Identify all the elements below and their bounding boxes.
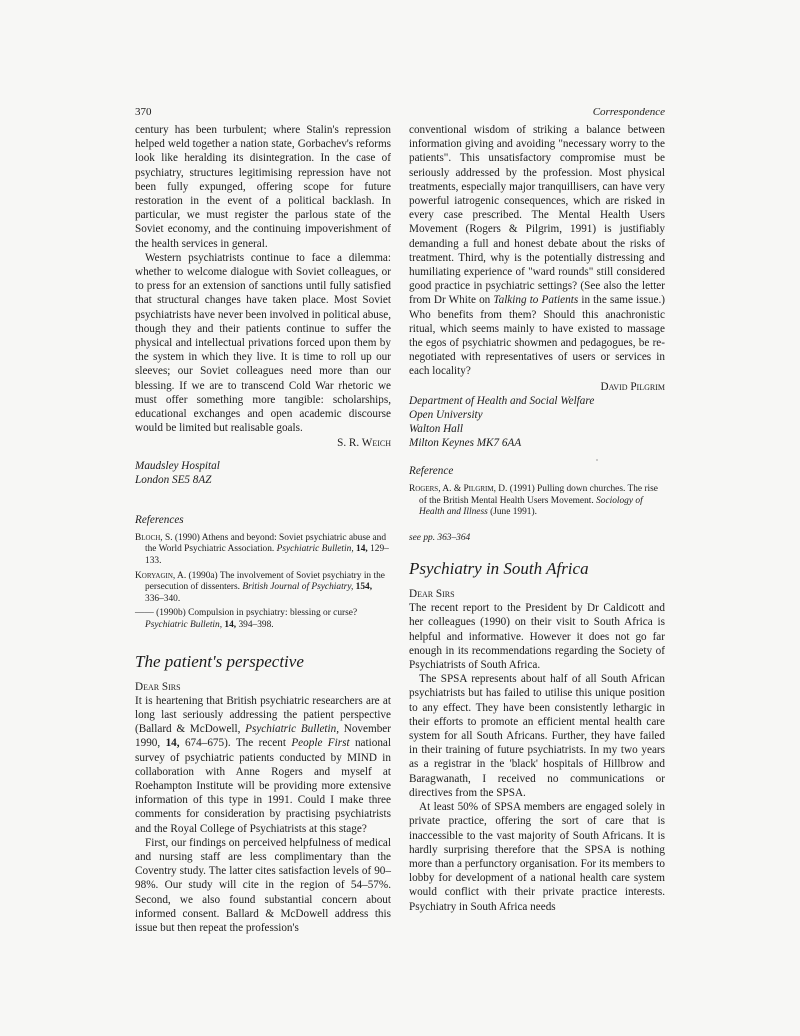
ref-journal: British Journal of Psychiatry,	[242, 582, 354, 593]
journal-name: Psychiatric Bulletin,	[245, 723, 340, 736]
ref-journal: Psychiatric Bulletin,	[276, 544, 354, 555]
ref-volume: 14,	[222, 620, 237, 631]
italic-text: People First	[291, 737, 350, 750]
ref-pages: 394–398.	[236, 620, 274, 631]
address-line: Department of Health and Social Welfare	[409, 394, 595, 407]
text-run: national survey of psychiatric patients conducted by MIND in collaboration with Anne Rogers and myself at Roehampton Institute will be providing more extensive information of this type in 1991. Could I make three comments for consideration by practising psychiatrists and the Royal College of Psychiatrists at this stage?	[135, 737, 391, 835]
volume: 14,	[165, 737, 180, 750]
section-title: The patient's perspective	[135, 651, 304, 671]
salutation: Dear Sirs	[409, 588, 455, 601]
text-run: November 1990,	[135, 723, 391, 750]
paragraph	[409, 123, 665, 379]
address-line: Milton Keynes MK7 6AA	[409, 436, 522, 449]
paragraph: The recent report to the President by Dr Caldicott and her colleagues (1990) on their visit to South Africa is helpful and informative. However it does not go far enough in its recommendations regarding the Society of Psychiatrists of South Africa.	[409, 602, 665, 672]
text-run: in the same issue.) Who benefits from them? Should this anachronistic ritual, which seems mainly to have existed to massage the egos of psychiatric showmen and pedagogues, be re-negotiated with representatives of users or services in each locality?	[409, 294, 665, 378]
reference-heading: Reference	[409, 464, 454, 477]
paragraph	[135, 694, 391, 836]
paragraph: First, our findings on perceived helpfulness of medical and nursing staff are less complimentary than the Coventry study. The latter cites satisfaction levels of 90–98%. Our study will cite in the region of 54–57%. Second, we also found substantial concern about informed consent. Ballard & McDowell address this issue but then repeat the profession's	[135, 836, 391, 935]
ref-author: Koryagin, A.	[135, 570, 187, 581]
reference-item	[409, 484, 665, 519]
right-column	[409, 123, 665, 914]
ref-volume: 14,	[353, 544, 368, 555]
ref-text: (1990) Athens and beyond: Soviet psychiatric abuse and the World Psychiatric Association.	[145, 532, 387, 555]
ref-author: ——	[135, 608, 154, 619]
reference-item	[135, 571, 391, 606]
ref-volume: 154,	[353, 582, 373, 593]
ref-author: Rogers, A. & Pilgrim, D.	[409, 484, 508, 495]
text-run: 674–675). The recent	[179, 737, 292, 750]
ref-pages: 336–340.	[145, 593, 181, 604]
paragraph: At least 50% of SPSA members are engaged solely in private practice, offering the sort of care that is inaccessible to the vast majority of South Africans. It is hardly surprising therefore that the SPSA is nothing more than a perfunctory organisation. For its members to lobby for development of a national health care system would conflict with their private practice interests. Psychiatry in South Africa needs	[409, 801, 665, 913]
see-pages-note: see pp. 363–364	[409, 532, 471, 543]
address-line: Walton Hall	[409, 422, 463, 435]
address-line: Maudsley Hospital	[135, 459, 220, 472]
ref-text: (1990b) Compulsion in psychiatry: blessing or curse?	[153, 608, 358, 619]
signature: S. R. Weich	[337, 437, 391, 450]
running-header: Correspondence	[592, 106, 665, 118]
address	[135, 459, 391, 487]
ref-journal: Psychiatric Bulletin,	[145, 620, 223, 631]
left-column	[135, 123, 391, 935]
ref-pages: 129–133.	[145, 544, 389, 567]
ref-author: Bloch, S.	[135, 532, 173, 543]
paragraph: The SPSA represents about half of all South African psychiatrists but has failed to utilise this unique position to any effect. They have been consistently lethargic in their efforts to promote an efficient mental health care system for all South Africans. Further, they have failed in their training of future psychiatrists. In my two years as a registrar in the 'black' hospitals of Hillbrow and Baragwanath, I received no communications or directives from the SPSA.	[409, 673, 665, 799]
references-heading: References	[135, 513, 184, 526]
italic-text: Talking to Patients	[493, 294, 579, 307]
ref-text: (1991) Pulling down churches. The rise of the British Mental Health Users Movement.	[419, 484, 658, 506]
section-title: Psychiatry in South Africa	[409, 559, 589, 579]
address-line: Open University	[409, 408, 483, 421]
address	[409, 394, 665, 450]
reference-item	[135, 533, 391, 568]
ref-text: (1990a) The involvement of Soviet psychiatry in the persecution of dissenters.	[145, 570, 385, 593]
signature: David Pilgrim	[600, 380, 665, 393]
address-line: London SE5 8AZ	[135, 473, 212, 486]
reference-item	[135, 608, 391, 631]
salutation: Dear Sirs	[135, 680, 181, 693]
text-run: It is heartening that British psychiatric researchers are at long last seriously addressing the patient perspective (Ballard & McDowell,	[135, 694, 391, 736]
ref-journal: Sociology of Health and Illness	[419, 495, 643, 518]
ref-pages: (June 1991).	[487, 507, 537, 518]
scan-speck	[596, 459, 598, 461]
paragraph: Western psychiatrists continue to face a dilemma: whether to welcome dialogue with Soviet colleagues, or to press for an extension of sanctions until fully satisfied that structural changes have taken place. Most Soviet psychiatrists have never been involved in political abuse, though they and their patients continue to suffer the physical and intellectual privations forced upon them by the system in which they live. It is time to roll up our sleeves; our Soviet colleagues need more than our blessing. If we are to transcend Cold War rhetoric we must offer something more tangible: scholarships, educational exchanges and open academic discourse would be limited but realisable goals.	[135, 251, 391, 435]
text-run: conventional wisdom of striking a balance between information giving and avoiding "necessary worry to the patients". This unsatisfactory compromise must be seriously addressed by the profession. Most physical treatments, especially major tranquillisers, can have very powerful iatrogenic consequences, which are risked in every case prescribed. The Mental Health Users Movement (Rogers & Pilgrim, 1991) is justifiably demanding a full and honest debate about the risks of treatment. Third, why is the potentially distressing and humiliating experience of "ward rounds" still considered good practice in psychiatric settings? (See also the letter from Dr White on	[409, 124, 665, 307]
page-number: 370	[135, 106, 152, 118]
paragraph: century has been turbulent; where Stalin's repression helped weld together a nation state, Gorbachev's reforms look like heralding its disintegration. In the case of psychiatry, structures legitimising repression have not been fully expunged, offering scope for future restoration in the event of a political backlash. In particular, we must register the parlous state of the Soviet economy, and the continuing impoverishment of the health services in general.	[135, 124, 391, 250]
